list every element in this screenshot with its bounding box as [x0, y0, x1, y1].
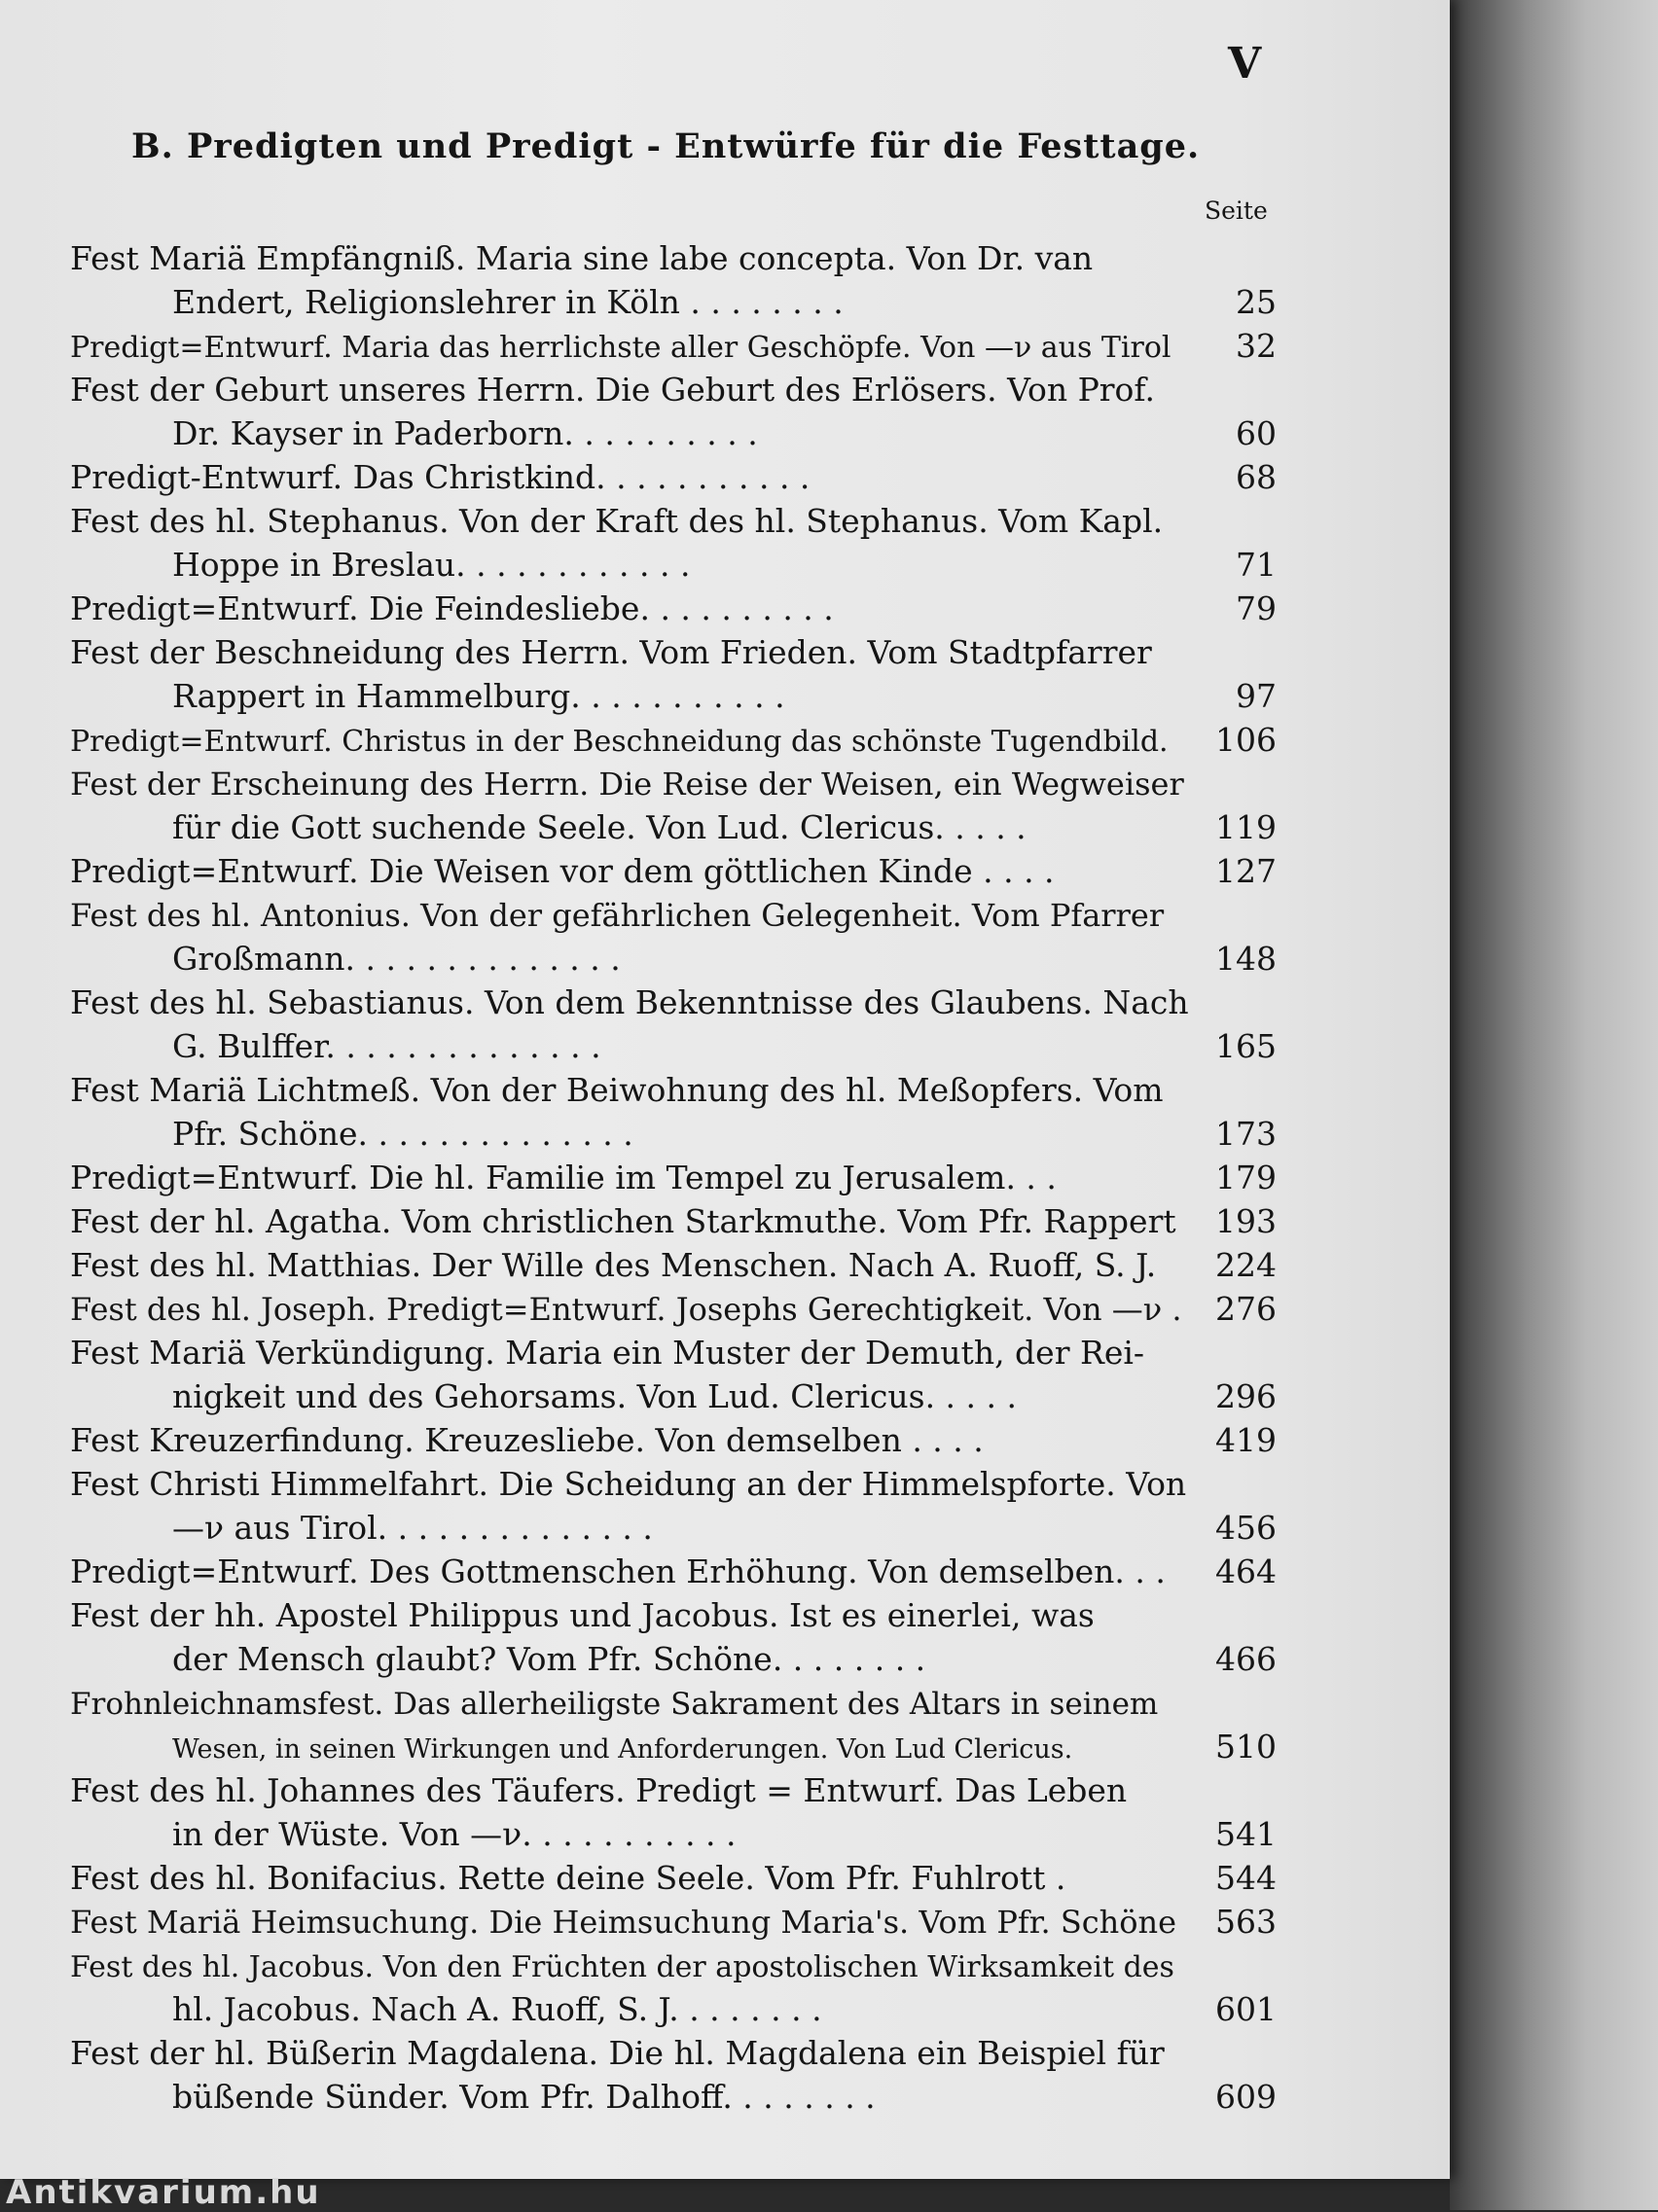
toc-page-number: 32 [1236, 327, 1277, 365]
toc-entry-line [70, 1769, 1277, 1812]
toc-entry-line [70, 281, 1277, 324]
toc-page-number: 601 [1215, 1990, 1277, 2028]
section-heading: B. Predigten und Predigt - Entwürfe für die Festtage. [131, 126, 1201, 166]
toc-entry-line [70, 719, 1277, 762]
toc-entry-text: büßende Sünder. Vom Pfr. Dalhoff. . . . . . . . [172, 2078, 876, 2116]
toc-page-number: 541 [1215, 1815, 1277, 1853]
toc-entry-line [70, 500, 1277, 543]
toc-entry-line [70, 763, 1277, 805]
toc-entry-text: Fest des hl. Antonius. Von der gefährlichen Gelegenheit. Vom Pfarrer [70, 897, 1165, 934]
toc-entry-line [70, 1157, 1277, 1199]
toc-entry-line [70, 1025, 1277, 1068]
toc-entry-line [70, 1463, 1277, 1506]
toc-entry-text: G. Bulffer. . . . . . . . . . . . . . [172, 1027, 601, 1065]
toc-entry-line [70, 369, 1277, 411]
toc-entry-text: Fest Mariä Empfängniß. Maria sine labe concepta. Von Dr. van [70, 239, 1094, 277]
toc-page-number: 119 [1215, 808, 1277, 846]
toc-entry-line [70, 1244, 1277, 1287]
toc-entry-text: Predigt=Entwurf. Des Gottmenschen Erhöhung. Von demselben. . . [70, 1552, 1166, 1590]
toc-page-number: 165 [1215, 1027, 1277, 1065]
toc-page-number: 68 [1236, 458, 1277, 496]
toc-entry-line [70, 237, 1277, 280]
toc-page-number: 419 [1215, 1421, 1277, 1459]
toc-entry-line [70, 1200, 1277, 1243]
toc-entry-text: Fest des hl. Matthias. Der Wille des Menschen. Nach A. Ruoff, S. J. [70, 1246, 1157, 1284]
toc-entry-text: Fest Kreuzerfindung. Kreuzesliebe. Von demselben . . . . [70, 1421, 984, 1459]
toc-entry-line [70, 1857, 1277, 1900]
toc-entry-text: hl. Jacobus. Nach A. Ruoff, S. J. . . . . . . . [172, 1990, 822, 2028]
toc-page-number: 544 [1215, 1859, 1277, 1897]
toc-page-number: 106 [1215, 721, 1277, 759]
toc-page-number: 148 [1215, 940, 1277, 978]
toc-entry-line [70, 631, 1277, 674]
toc-entry-text: Fest des hl. Joseph. Predigt=Entwurf. Josephs Gerechtigkeit. Von —ν . [70, 1291, 1182, 1328]
toc-entry-line [70, 1419, 1277, 1462]
toc-entry-line [70, 2032, 1277, 2075]
toc-entry-text: Fest des hl. Stephanus. Von der Kraft des hl. Stephanus. Vom Kapl. [70, 502, 1164, 540]
toc-entry-text: Pfr. Schöne. . . . . . . . . . . . . . [172, 1115, 633, 1153]
toc-entry-line [70, 1813, 1277, 1856]
toc-entry-line [70, 1682, 1277, 1725]
toc-page-number: 173 [1215, 1115, 1277, 1153]
toc-entry-text: Fest der Beschneidung des Herrn. Vom Frieden. Vom Stadtpfarrer [70, 633, 1152, 671]
toc-entry-line [70, 325, 1277, 368]
toc-entry-text: Predigt=Entwurf. Christus in der Beschneidung das schönste Tugendbild. [70, 725, 1169, 759]
toc-entry-line [70, 1944, 1277, 1987]
seite-column-label: Seite [1205, 196, 1268, 225]
toc-entry-line [70, 981, 1277, 1024]
toc-page-number: 179 [1215, 1159, 1277, 1196]
toc-entry-text: Hoppe in Breslau. . . . . . . . . . . . [172, 546, 691, 584]
toc-entry-line [70, 1288, 1277, 1331]
toc-entry-line [70, 1901, 1277, 1944]
toc-entry-text: Frohnleichnamsfest. Das allerheiligste Sakrament des Altars in seinem [70, 1687, 1159, 1722]
toc-entry-text: Predigt-Entwurf. Das Christkind. . . . . . . . . . . [70, 458, 811, 496]
toc-entry-line [70, 544, 1277, 587]
toc-entry-text: Fest Mariä Lichtmeß. Von der Beiwohnung des hl. Meßopfers. Vom [70, 1071, 1164, 1109]
toc-entry-text: Fest der hl. Agatha. Vom christlichen Starkmuthe. Vom Pfr. Rappert [70, 1202, 1176, 1240]
toc-entry-text: Predigt=Entwurf. Maria das herrlichste aller Geschöpfe. Von —ν aus Tirol [70, 331, 1171, 365]
toc-entry-text: der Mensch glaubt? Vom Pfr. Schöne. . . . . . . . [172, 1640, 926, 1678]
toc-page-number: 296 [1215, 1377, 1277, 1415]
toc-entry-line [70, 1375, 1277, 1418]
toc-entry-line [70, 1726, 1277, 1768]
toc-page-number: 510 [1215, 1728, 1277, 1766]
toc-entry-line [70, 850, 1277, 893]
toc-entry-text: Großmann. . . . . . . . . . . . . . [172, 940, 621, 978]
toc-page-number: 464 [1215, 1552, 1277, 1590]
toc-entry-text: Fest der Geburt unseres Herrn. Die Geburt des Erlösers. Von Prof. [70, 371, 1155, 409]
toc-entry-line [70, 806, 1277, 849]
dark-background-right [1450, 0, 1658, 2210]
toc-page-number: 456 [1215, 1509, 1277, 1547]
toc-entry-text: Fest Christi Himmelfahrt. Die Scheidung an der Himmelspforte. Von [70, 1465, 1187, 1503]
page-number: V [1228, 39, 1262, 89]
toc-entry-text: Fest der hl. Büßerin Magdalena. Die hl. Magdalena ein Beispiel für [70, 2034, 1165, 2072]
toc-entry-text: nigkeit und des Gehorsams. Von Lud. Clericus. . . . . [172, 1377, 1017, 1415]
toc-entry-line [70, 1507, 1277, 1550]
toc-page-number: 276 [1215, 1290, 1277, 1328]
toc-entry-text: Fest des hl. Jacobus. Von den Früchten der apostolischen Wirksamkeit des [70, 1950, 1174, 1984]
toc-entry-line [70, 938, 1277, 981]
toc-entry-line [70, 1551, 1277, 1593]
toc-entry-line [70, 2076, 1277, 2119]
toc-entry-line [70, 1638, 1277, 1681]
toc-page-number: 127 [1215, 852, 1277, 890]
toc-entry-text: —ν aus Tirol. . . . . . . . . . . . . . [172, 1509, 653, 1547]
watermark: Antikvarium.hu [6, 2173, 321, 2212]
toc-entry-line [70, 1594, 1277, 1637]
toc-entry-text: Fest Mariä Verkündigung. Maria ein Muster der Demuth, der Rei- [70, 1334, 1145, 1372]
toc-page-number: 466 [1215, 1640, 1277, 1678]
toc-page-number: 97 [1236, 677, 1277, 715]
toc-entry-text: Wesen, in seinen Wirkungen und Anforderungen. Von Lud Clericus. [172, 1734, 1073, 1765]
toc-entry-line [70, 1988, 1277, 2031]
toc-entry-text: Fest der hh. Apostel Philippus und Jacobus. Ist es einerlei, was [70, 1596, 1095, 1634]
toc-entry-text: Fest des hl. Sebastianus. Von dem Bekenntnisse des Glaubens. Nach [70, 983, 1189, 1021]
toc-entry-text: für die Gott suchende Seele. Von Lud. Clericus. . . . . [172, 808, 1027, 846]
toc-entry-text: Predigt=Entwurf. Die Weisen vor dem göttlichen Kinde . . . . [70, 852, 1055, 890]
toc-entry-text: Predigt=Entwurf. Die Feindesliebe. . . . . . . . . . [70, 589, 834, 627]
toc-entry-line [70, 412, 1277, 455]
toc-page-number: 563 [1215, 1903, 1277, 1941]
toc-entry-line [70, 456, 1277, 499]
toc-entry-text: Rappert in Hammelburg. . . . . . . . . . . [172, 677, 785, 715]
toc-entry-text: Dr. Kayser in Paderborn. . . . . . . . . . [172, 414, 758, 452]
toc-entry-text: Endert, Religionslehrer in Köln . . . . . . . . [172, 283, 844, 321]
toc-page-number: 224 [1215, 1246, 1277, 1284]
toc-entry-text: Fest des hl. Johannes des Täufers. Predigt = Entwurf. Das Leben [70, 1771, 1128, 1809]
toc-page-number: 25 [1236, 283, 1277, 321]
toc-entry-line [70, 588, 1277, 630]
toc-entry-line [70, 1332, 1277, 1374]
toc-page-number: 60 [1236, 414, 1277, 452]
toc-page-number: 79 [1236, 589, 1277, 627]
toc-entry-text: Predigt=Entwurf. Die hl. Familie im Tempel zu Jerusalem. . . [70, 1159, 1057, 1196]
toc-page-number: 193 [1215, 1202, 1277, 1240]
toc-entry-line [70, 675, 1277, 718]
toc-page-number: 71 [1236, 546, 1277, 584]
toc-entry-text: Fest des hl. Bonifacius. Rette deine Seele. Vom Pfr. Fuhlrott . [70, 1859, 1066, 1897]
toc-entry-text: Fest der Erscheinung des Herrn. Die Reise der Weisen, ein Wegweiser [70, 766, 1184, 803]
toc-page-number: 609 [1215, 2078, 1277, 2116]
toc-entry-line [70, 1113, 1277, 1156]
toc-entry-text: in der Wüste. Von —ν. . . . . . . . . . . [172, 1815, 737, 1853]
toc-entry-line [70, 894, 1277, 937]
toc-entry-line [70, 1069, 1277, 1112]
toc-entry-text: Fest Mariä Heimsuchung. Die Heimsuchung Maria's. Vom Pfr. Schöne [70, 1904, 1177, 1941]
